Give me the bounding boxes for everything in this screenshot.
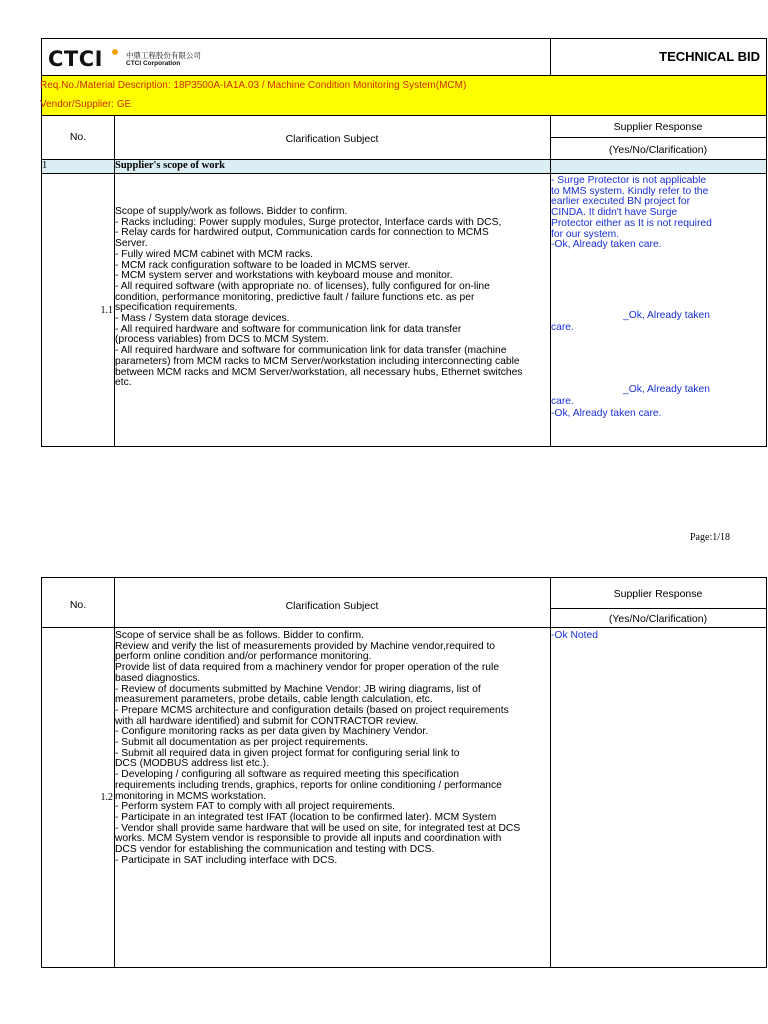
vendor-line: Vendor/Supplier: GE (40, 99, 132, 110)
header-bottom-line-p2 (42, 627, 766, 628)
col-response-p2: Supplier Response (613, 588, 703, 600)
logo (48, 47, 228, 71)
section-number: 1 (42, 160, 48, 171)
section-row (42, 160, 766, 173)
section-bottom-line (42, 173, 766, 174)
row-subject-p2: Scope of service shall be as follows. Bidder to confirm. Review and verify the list of measurements provided by Machine vendor,required to perform online condition and/or performance monitoring. Provide list of data required from a machinery vendor for proper operation of the rule based diagnostics. - Review of documents submitted by Machine Vendor: JB wiring diagrams, list of measurement parameters, probe details, cable length calculation, etc. - Prepare MCMS architecture and configuration details (based on project requirements with all hardware identified) and submit for CONTRACTOR review. - Configure monitoring racks as per data given by Machinery Vendor. - Submit all documentation as per project requirements. - Submit all required data in given project format for configuring serial link to DCS (MODBUS address list etc.). - Developing / configuring all software as required meeting this specification requirements including trends, graphics, reports for online conditioning / performance monitoring in MCMS workstation. - Perform system FAT to comply with all project requirements. - Participate in an integrated test IFAT (location to be confirmed later). MCM System - Vendor shall provide same hardware that will be used on site, for integrated test at DCS works. MCM System vendor is responsible to provide all inputs and coordination with DCS vendor for establishing the communication and testing with DCS. - Participate in SAT including interface with DCS. (115, 630, 521, 866)
company-name-cn: 中鼎工程股份有限公司 (126, 51, 201, 60)
response-surge: - Surge Protector is not applicable to MMS system. Kindly refer to the earlier executed BN project for CINDA. It didn't have Surge Protector either as It is not required for our system. -Ok, Already taken care. (551, 175, 712, 251)
row-number: 1.1 (100, 305, 113, 316)
col-no-p2: No. (69, 599, 87, 611)
page-footer: Page:1/18 (690, 532, 730, 543)
response-software-cont: care. (551, 322, 574, 333)
gridline-v2-p2 (550, 578, 551, 967)
col-response-sub: (Yes/No/Clarification) (608, 144, 708, 156)
response-software: _Ok, Already taken (623, 310, 711, 321)
logo-wordmark: CTCI (48, 47, 103, 71)
response-final: -Ok, Already taken care. (551, 408, 662, 419)
col-response: Supplier Response (613, 121, 703, 133)
row-number-p2: 1.2 (100, 792, 113, 803)
bid-table-page2 (41, 577, 767, 968)
row-subject: Scope of supply/work as follows. Bidder to confirm. - Racks including: Power supply modules, Surge protector, Interface cards with DCS, - Relay cards for hardwired output, Communication cards for connection to MCMS Server. - Fully wired MCM cabinet with MCM racks. - MCM rack configuration software to be loaded in MCMS server. - MCM system server and workstations with keyboard mouse and monitor. - All required software (with appropriate no. of licenses), fully configured for on-line condition, performance monitoring, predictive fault / failure functions etc. as per specification requirements. - Mass / System data storage devices. - All required hardware and software for communication link for data transfer (process variables) from DCS to MCM System. - All required hardware and software for communication link for data transfer (machine parameters) from MCM racks to MCM Server/workstation including interconnecting cable between MCM racks and MCM Server/workstation, all necessary hubs, Ethernet switches etc. (115, 206, 523, 389)
response-sub-divider (550, 137, 766, 138)
response-sub-divider-p2 (550, 608, 766, 609)
col-no: No. (69, 131, 87, 143)
section-title: Supplier's scope of work (115, 160, 225, 171)
company-name-en: CTCI Corporation (126, 60, 181, 67)
gridline-v1-p2 (114, 578, 115, 967)
col-subject-p2: Clarification Subject (285, 600, 379, 612)
doc-title: TECHNICAL BID (659, 49, 760, 64)
logo-dot-icon (112, 49, 118, 55)
col-subject: Clarification Subject (285, 133, 379, 145)
response-link: _Ok, Already taken (623, 384, 711, 395)
gridline-v2 (550, 115, 551, 446)
gridline-v1 (114, 115, 115, 446)
req-band (42, 75, 766, 116)
column-headers-p2 (42, 578, 766, 627)
req-line: Req.No./Material Description: 18P3500A-IA1A.03 / Machine Condition Monitoring System(MCM) (40, 80, 467, 91)
row-response-p2: -Ok Noted (551, 630, 598, 641)
response-link-cont: care. (551, 396, 574, 407)
bid-table-page1 (41, 38, 767, 447)
col-response-sub-p2: (Yes/No/Clarification) (608, 613, 708, 625)
column-headers (42, 115, 766, 159)
